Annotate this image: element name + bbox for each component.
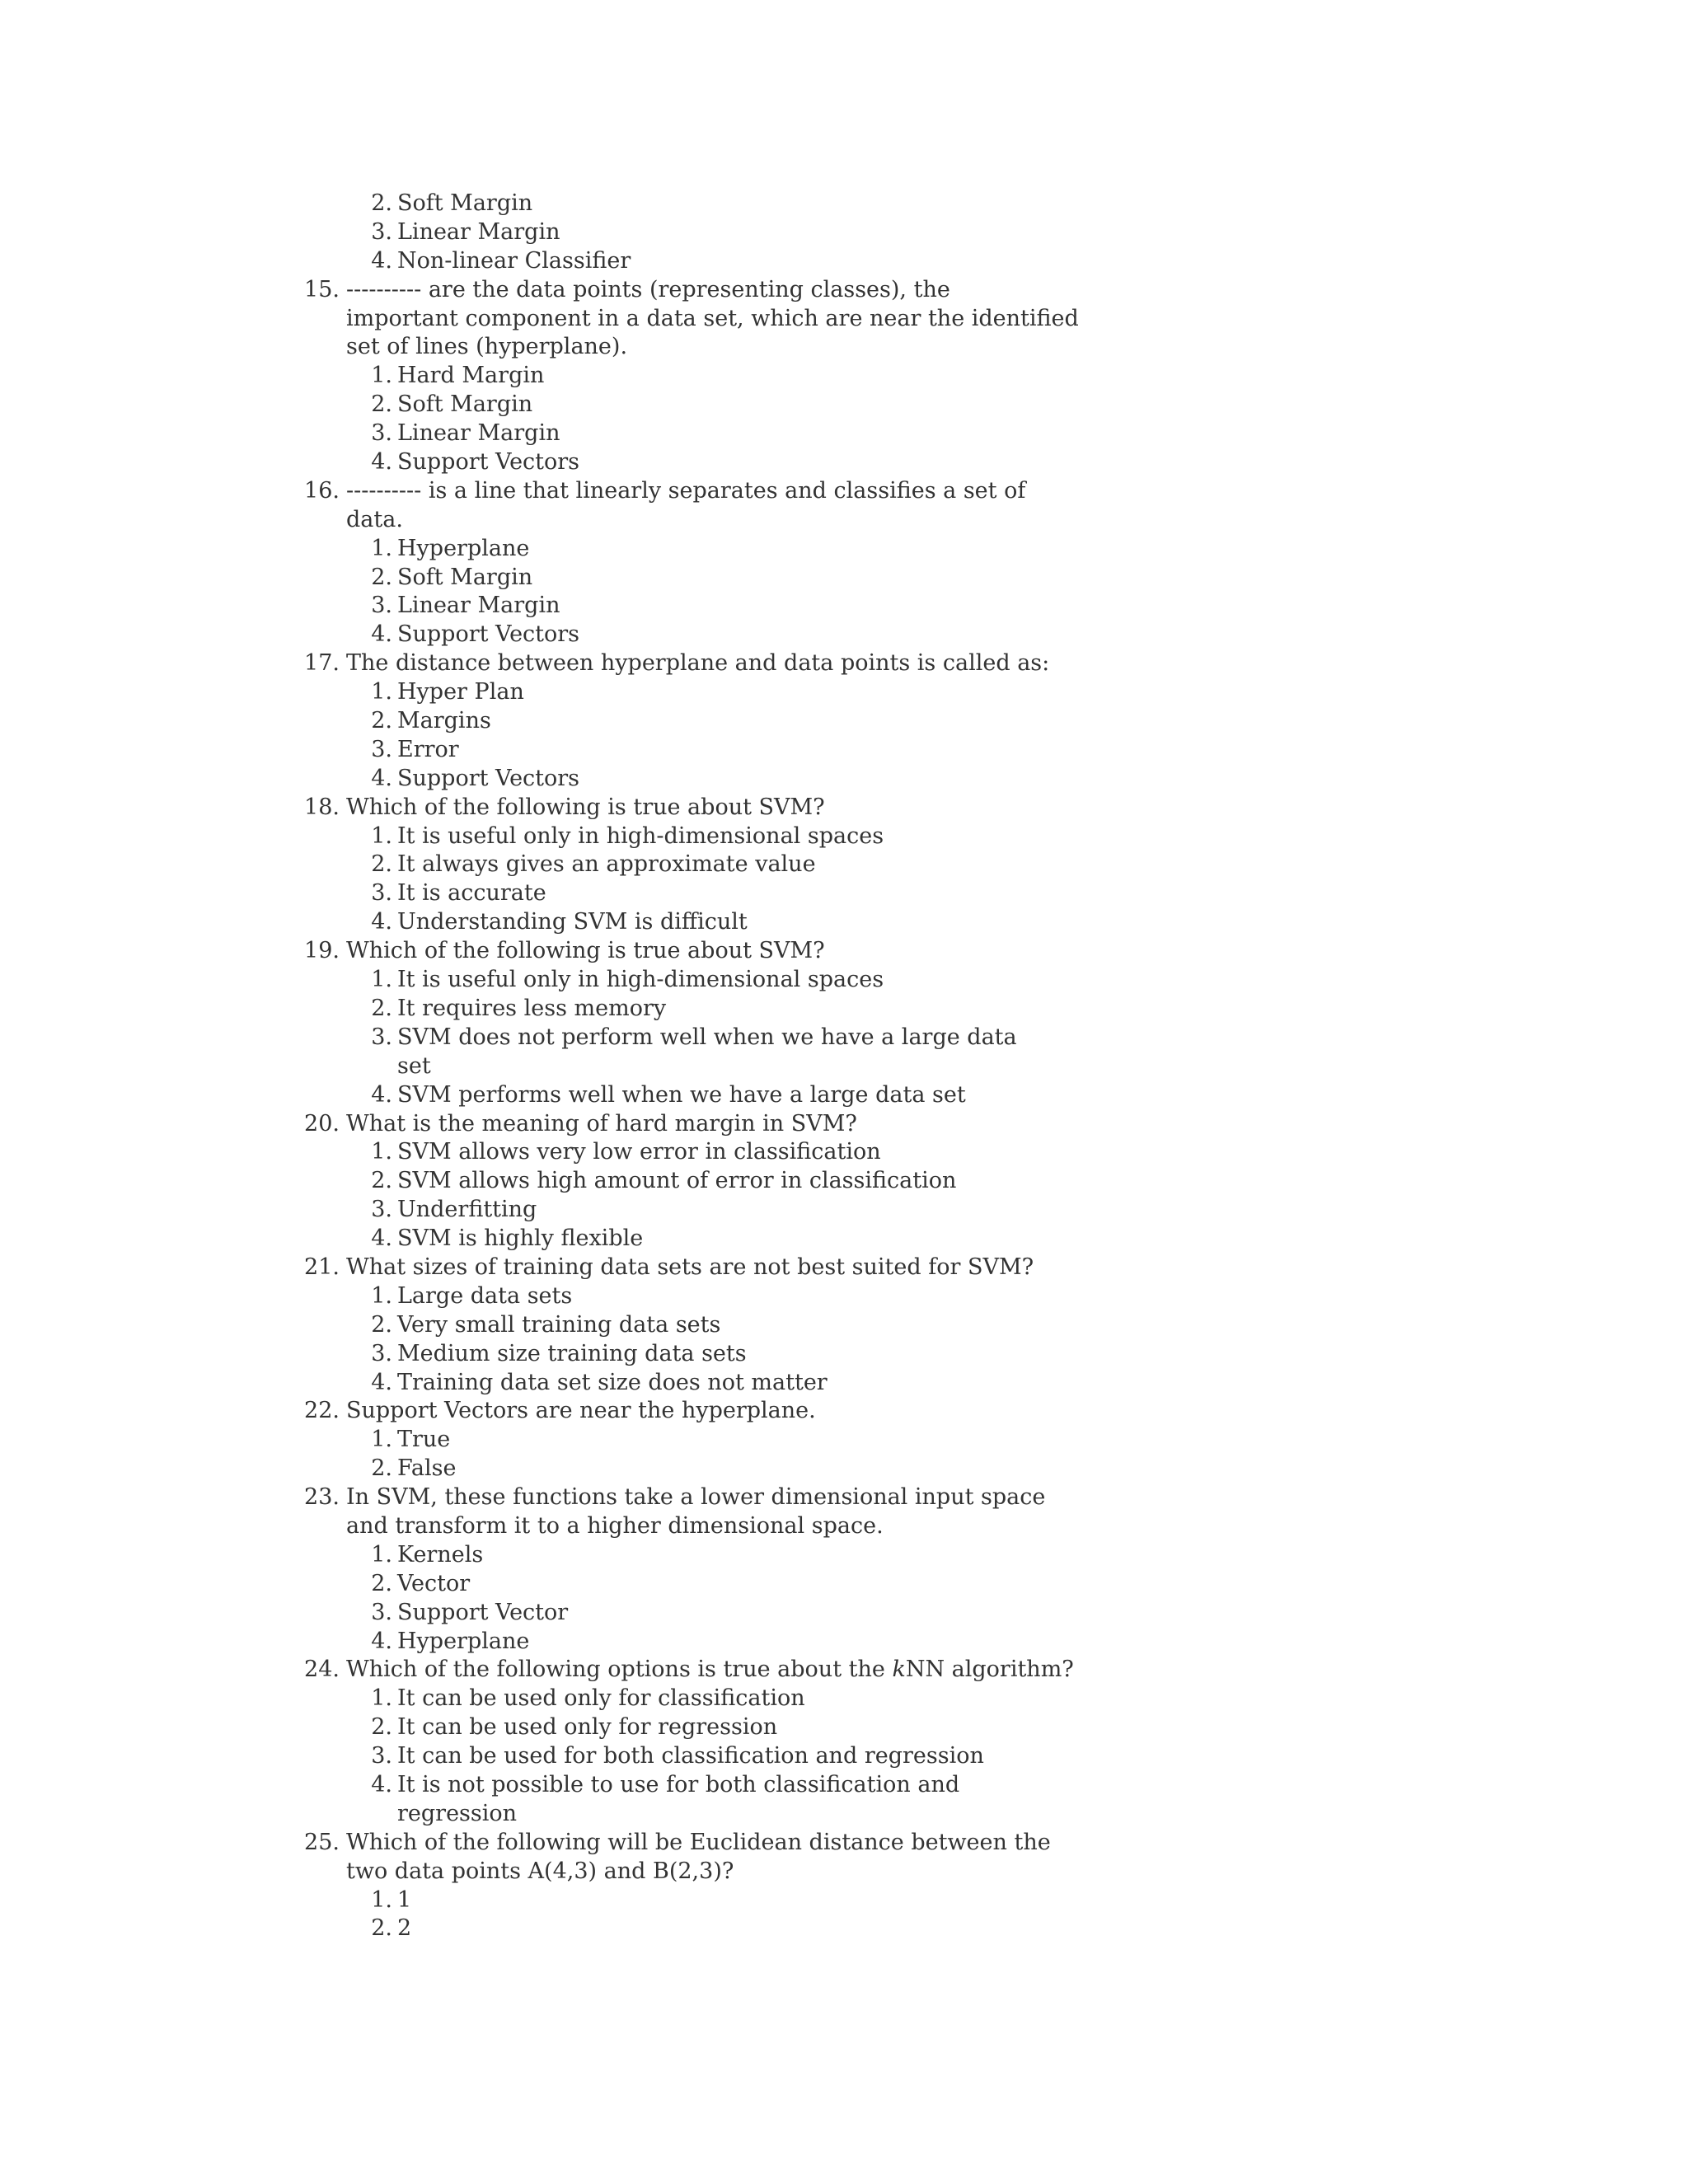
question-number: 21. — [304, 1254, 340, 1280]
option-number: 1. — [371, 1886, 392, 1913]
option-text: It is not possible to use for both classification and — [397, 1771, 960, 1797]
option-text: SVM does not perform well when we have a large data — [397, 1024, 1017, 1050]
option-line — [0, 995, 1688, 1024]
option-text: SVM is highly flexible — [397, 1226, 644, 1252]
option-line — [0, 736, 1688, 765]
option-number: 4. — [371, 1628, 392, 1654]
question-number: 18. — [304, 794, 340, 820]
option-text: Linear Margin — [397, 218, 560, 245]
option-number: 2. — [371, 564, 392, 590]
option-number: 3. — [371, 420, 392, 447]
option-line — [0, 247, 1688, 276]
option-line — [0, 765, 1688, 794]
option-line — [0, 879, 1688, 908]
option-number: 3. — [371, 1743, 392, 1769]
question-text: ---------- are the data points (representing classes), the — [346, 276, 950, 302]
question-text: What sizes of training data sets are not best suited for SVM? — [346, 1254, 1034, 1280]
option-number: 1. — [371, 1139, 392, 1165]
question-text: data. — [346, 506, 403, 532]
option-line — [0, 1886, 1688, 1915]
option-line — [0, 621, 1688, 649]
option-number: 1. — [371, 1685, 392, 1712]
option-text: Soft Margin — [397, 391, 533, 418]
option-number: 2. — [371, 1168, 392, 1194]
option-text: Linear Margin — [397, 420, 560, 447]
question-text: Which of the following is true about SVM? — [346, 794, 825, 820]
question-text: Which of the following options is true about the kNN algorithm? — [346, 1657, 1074, 1683]
option-number: 4. — [371, 449, 392, 476]
option-number: 1. — [371, 679, 392, 705]
option-number: 2. — [371, 851, 392, 878]
option-number: 3. — [371, 593, 392, 619]
option-number: 4. — [371, 1771, 392, 1797]
question-number: 19. — [304, 938, 340, 964]
option-number: 3. — [371, 736, 392, 762]
question-number: 23. — [304, 1484, 340, 1511]
option-number: 1. — [371, 823, 392, 849]
question-text: Which of the following is true about SVM? — [346, 938, 825, 964]
question-text: set of lines (hyperplane). — [346, 334, 628, 360]
option-number: 1. — [371, 967, 392, 993]
option-text: Support Vectors — [397, 765, 580, 791]
option-line — [0, 1225, 1688, 1254]
option-line — [0, 190, 1688, 218]
question-number: 16. — [304, 477, 340, 504]
option-line — [0, 391, 1688, 419]
option-number: 4. — [371, 909, 392, 935]
option-line — [0, 1052, 1688, 1081]
option-number: 2. — [371, 708, 392, 734]
option-text: It is useful only in high-dimensional spaces — [397, 823, 884, 849]
option-text: SVM allows high amount of error in classification — [397, 1168, 957, 1194]
option-line — [0, 1713, 1688, 1742]
option-line — [0, 1915, 1688, 1943]
question-line — [0, 1829, 1688, 1858]
question-line — [0, 1254, 1688, 1282]
question-line — [0, 1512, 1688, 1541]
option-number: 2. — [371, 1311, 392, 1338]
option-text: It can be used for both classification and regression — [397, 1743, 984, 1769]
option-line — [0, 1167, 1688, 1196]
option-text: It requires less memory — [397, 995, 667, 1021]
option-number: 4. — [371, 247, 392, 274]
option-line — [0, 1426, 1688, 1455]
question-line — [0, 1110, 1688, 1139]
option-text: SVM performs well when we have a large data set — [397, 1081, 966, 1108]
option-line — [0, 707, 1688, 736]
question-text: The distance between hyperplane and data points is called as: — [346, 650, 1050, 677]
question-text: Support Vectors are near the hyperplane. — [346, 1398, 816, 1424]
option-number: 3. — [371, 1197, 392, 1223]
option-number: 3. — [371, 1340, 392, 1366]
question-line — [0, 477, 1688, 506]
question-text: two data points A(4,3) and B(2,3)? — [346, 1858, 734, 1884]
option-text: Hyper Plan — [397, 679, 524, 705]
option-number: 4. — [371, 621, 392, 648]
question-line — [0, 1656, 1688, 1685]
option-line — [0, 1311, 1688, 1340]
question-text: and transform it to a higher dimensional space. — [346, 1512, 884, 1539]
option-text: Hyperplane — [397, 1628, 530, 1654]
option-line — [0, 1138, 1688, 1167]
option-line — [0, 966, 1688, 995]
option-line — [0, 1628, 1688, 1657]
option-text: Soft Margin — [397, 190, 533, 216]
question-text: important component in a data set, which are near the identified — [346, 305, 1079, 331]
question-line — [0, 649, 1688, 678]
option-text: regression — [397, 1800, 518, 1826]
option-text: Very small training data sets — [397, 1311, 721, 1338]
option-line — [0, 1081, 1688, 1110]
option-text: True — [397, 1427, 451, 1453]
option-text: Non-linear Classifier — [397, 247, 631, 274]
option-text: 1 — [397, 1886, 412, 1913]
option-text: Medium size training data sets — [397, 1340, 747, 1366]
option-text: Soft Margin — [397, 564, 533, 590]
option-number: 2. — [371, 1570, 392, 1596]
option-line — [0, 1455, 1688, 1483]
option-text: SVM allows very low error in classification — [397, 1139, 881, 1165]
option-number: 4. — [371, 1081, 392, 1108]
question-line — [0, 333, 1688, 362]
question-number: 22. — [304, 1398, 340, 1424]
option-text: Vector — [397, 1570, 471, 1596]
option-line — [0, 1742, 1688, 1771]
option-text: 2 — [397, 1915, 412, 1942]
option-line — [0, 823, 1688, 851]
question-line — [0, 1858, 1688, 1886]
option-number: 4. — [371, 1369, 392, 1395]
question-text: Which of the following will be Euclidean distance between the — [346, 1829, 1051, 1855]
option-text: It can be used only for regression — [397, 1714, 778, 1741]
document-page — [0, 190, 1688, 1943]
option-text: It is useful only in high-dimensional spaces — [397, 967, 884, 993]
option-number: 2. — [371, 1455, 392, 1482]
option-number: 2. — [371, 1915, 392, 1942]
question-text: ---------- is a line that linearly separates and classifies a set of — [346, 477, 1026, 504]
option-text: Support Vectors — [397, 621, 580, 648]
question-number: 25. — [304, 1829, 340, 1855]
option-line — [0, 1196, 1688, 1225]
option-line — [0, 908, 1688, 937]
question-text: In SVM, these functions take a lower dimensional input space — [346, 1484, 1046, 1511]
option-number: 2. — [371, 1714, 392, 1741]
option-text: Support Vectors — [397, 449, 580, 476]
option-line — [0, 1024, 1688, 1052]
option-line — [0, 1340, 1688, 1369]
option-line — [0, 535, 1688, 564]
option-number: 2. — [371, 995, 392, 1021]
option-text: It is accurate — [397, 880, 546, 907]
option-number: 2. — [371, 190, 392, 216]
option-number: 1. — [371, 1541, 392, 1568]
question-number: 17. — [304, 650, 340, 677]
question-line — [0, 794, 1688, 823]
option-text: Support Vector — [397, 1599, 569, 1625]
option-line — [0, 592, 1688, 621]
option-number: 2. — [371, 391, 392, 418]
option-line — [0, 1369, 1688, 1398]
option-line — [0, 678, 1688, 707]
question-line — [0, 1397, 1688, 1426]
question-line — [0, 1483, 1688, 1512]
option-number: 1. — [371, 1427, 392, 1453]
question-list — [0, 190, 1688, 1943]
option-text: Margins — [397, 708, 491, 734]
option-text: Linear Margin — [397, 593, 560, 619]
question-number: 24. — [304, 1657, 340, 1683]
option-text: Error — [397, 736, 459, 762]
question-line — [0, 276, 1688, 305]
option-number: 3. — [371, 880, 392, 907]
option-text: Hyperplane — [397, 535, 530, 561]
option-line — [0, 362, 1688, 391]
option-number: 4. — [371, 1226, 392, 1252]
option-text: Understanding SVM is difficult — [397, 909, 748, 935]
option-text: It can be used only for classification — [397, 1685, 805, 1712]
option-line — [0, 564, 1688, 593]
option-text: set — [397, 1052, 431, 1079]
option-number: 1. — [371, 535, 392, 561]
question-number: 15. — [304, 276, 340, 302]
option-text: Hard Margin — [397, 363, 545, 389]
question-line — [0, 305, 1688, 334]
option-number: 1. — [371, 1282, 392, 1309]
question-line — [0, 937, 1688, 966]
option-number: 3. — [371, 1024, 392, 1050]
option-line — [0, 1800, 1688, 1829]
option-number: 3. — [371, 218, 392, 245]
option-line — [0, 218, 1688, 247]
option-line — [0, 448, 1688, 477]
option-text: It always gives an approximate value — [397, 851, 816, 878]
option-line — [0, 851, 1688, 879]
option-number: 4. — [371, 765, 392, 791]
option-text: Underfitting — [397, 1197, 537, 1223]
option-text: Kernels — [397, 1541, 484, 1568]
option-number: 1. — [371, 363, 392, 389]
question-text: What is the meaning of hard margin in SVM? — [346, 1110, 857, 1137]
option-text: False — [397, 1455, 457, 1482]
option-line — [0, 1599, 1688, 1628]
question-number: 20. — [304, 1110, 340, 1137]
option-text: Large data sets — [397, 1282, 573, 1309]
option-line — [0, 1771, 1688, 1800]
option-line — [0, 1685, 1688, 1713]
option-line — [0, 1570, 1688, 1599]
option-line — [0, 1541, 1688, 1570]
option-text: Training data set size does not matter — [397, 1369, 828, 1395]
option-line — [0, 1282, 1688, 1311]
option-line — [0, 419, 1688, 448]
question-line — [0, 506, 1688, 535]
option-number: 3. — [371, 1599, 392, 1625]
